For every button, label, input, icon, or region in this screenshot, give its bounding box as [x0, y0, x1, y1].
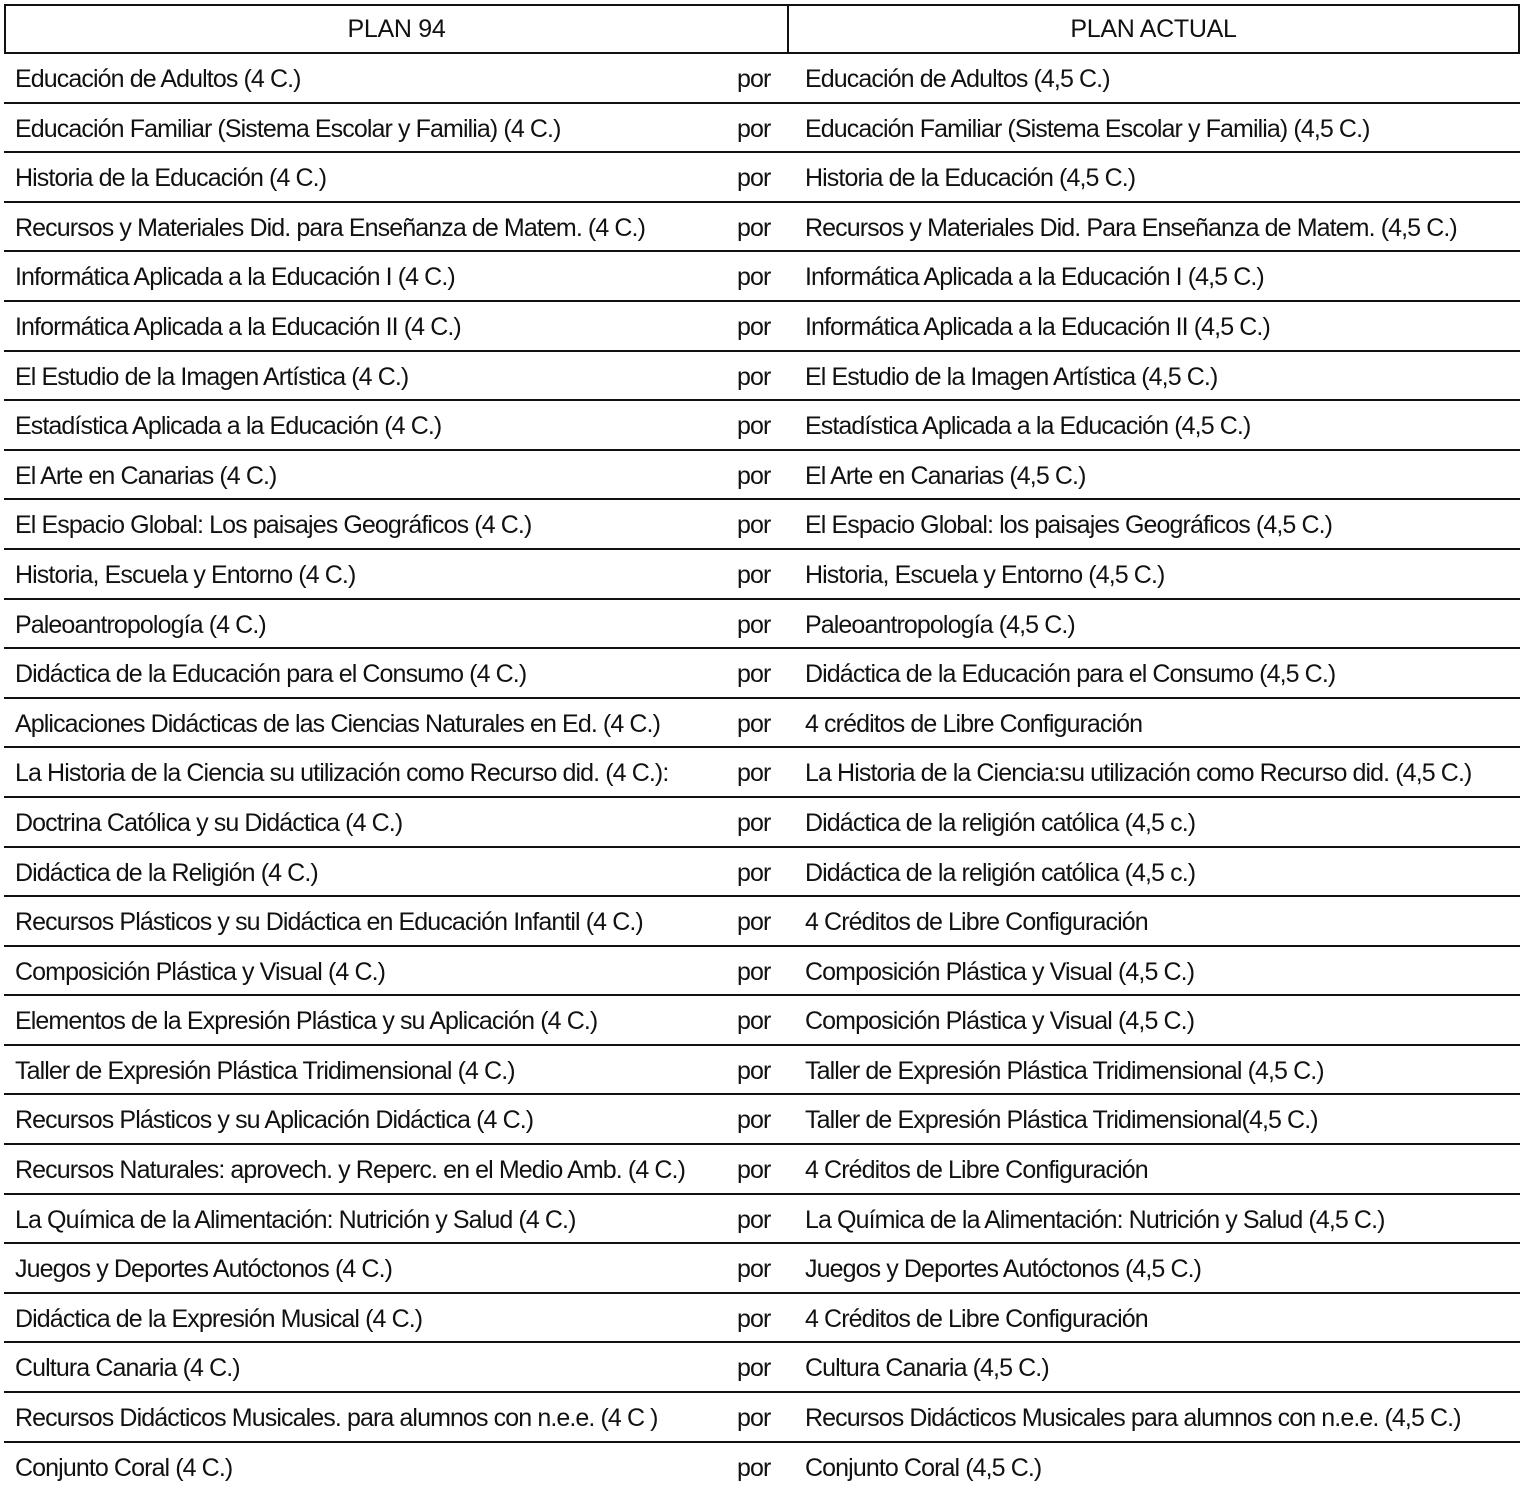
table-row	[4, 947, 1520, 997]
por-connector: por	[737, 858, 771, 887]
por-connector: por	[737, 461, 771, 490]
plan-actual-subject: 4 Créditos de Libre Configuración	[805, 908, 1148, 937]
plan-94-subject: Juegos y Deportes Autóctonos (4 C.)	[15, 1255, 393, 1284]
por-connector: por	[737, 1156, 771, 1185]
plan-94-subject: Recursos Plásticos y su Aplicación Didáctica (4 C.)	[15, 1106, 534, 1135]
table-row	[4, 1443, 1520, 1493]
plan-94-subject: Didáctica de la Religión (4 C.)	[15, 858, 318, 887]
table-row	[4, 54, 1520, 104]
por-connector: por	[737, 1304, 771, 1333]
plan-94-subject: Conjunto Coral (4 C.)	[15, 1453, 233, 1482]
por-connector: por	[737, 1255, 771, 1284]
table-row	[4, 500, 1520, 550]
table-row	[4, 649, 1520, 699]
plan-actual-subject: Paleoantropología (4,5 C.)	[805, 610, 1075, 639]
table-header	[4, 4, 1520, 54]
plan-actual-subject: Taller de Expresión Plástica Tridimensional (4,5 C.)	[805, 1056, 1324, 1085]
plan-actual-subject: 4 Créditos de Libre Configuración	[805, 1304, 1148, 1333]
header-plan-actual: PLAN ACTUAL	[1070, 15, 1237, 43]
por-connector: por	[737, 263, 771, 292]
plan-94-subject: La Historia de la Ciencia su utilización como Recurso did. (4 C.):	[15, 759, 669, 788]
plan-94-subject: Recursos Naturales: aprovech. y Reperc. en el Medio Amb. (4 C.)	[15, 1156, 685, 1185]
table-row	[4, 699, 1520, 749]
plan-94-subject: Cultura Canaria (4 C.)	[15, 1354, 240, 1383]
por-connector: por	[737, 1056, 771, 1085]
table-row	[4, 897, 1520, 947]
table-row	[4, 153, 1520, 203]
table-row	[4, 748, 1520, 798]
por-connector: por	[737, 560, 771, 589]
plan-actual-subject: Juegos y Deportes Autóctonos (4,5 C.)	[805, 1255, 1202, 1284]
table-row	[4, 1195, 1520, 1245]
table-row	[4, 1343, 1520, 1393]
plan-actual-subject: Composición Plástica y Visual (4,5 C.)	[805, 1007, 1195, 1036]
plan-94-subject: Historia, Escuela y Entorno (4 C.)	[15, 560, 356, 589]
plan-94-subject: Educación Familiar (Sistema Escolar y Familia) (4 C.)	[15, 114, 561, 143]
por-connector: por	[737, 1205, 771, 1234]
plan-actual-subject: La Historia de la Ciencia:su utilización como Recurso did. (4,5 C.)	[805, 759, 1472, 788]
por-connector: por	[737, 709, 771, 738]
por-connector: por	[737, 957, 771, 986]
por-connector: por	[737, 808, 771, 837]
plan-actual-subject: Recursos Didácticos Musicales para alumnos con n.e.e. (4,5 C.)	[805, 1404, 1461, 1433]
plan-94-subject: Doctrina Católica y su Didáctica (4 C.)	[15, 808, 403, 837]
por-connector: por	[737, 511, 771, 540]
plan-actual-subject: Cultura Canaria (4,5 C.)	[805, 1354, 1049, 1383]
table-row	[4, 1393, 1520, 1443]
plan-94-subject: Didáctica de la Educación para el Consumo (4 C.)	[15, 660, 527, 689]
table-row	[4, 203, 1520, 253]
plan-actual-subject: Historia de la Educación (4,5 C.)	[805, 164, 1136, 193]
plan-94-subject: La Química de la Alimentación: Nutrición y Salud (4 C.)	[15, 1205, 576, 1234]
table-row	[4, 401, 1520, 451]
plan-94-subject: Historia de la Educación (4 C.)	[15, 164, 327, 193]
por-connector: por	[737, 65, 771, 93]
table-row	[4, 1145, 1520, 1195]
por-connector: por	[737, 1453, 771, 1482]
table-row	[4, 1244, 1520, 1294]
plan-actual-subject: Recursos y Materiales Did. Para Enseñanza de Matem. (4,5 C.)	[805, 213, 1457, 242]
por-connector: por	[737, 114, 771, 143]
plan-94-subject: Informática Aplicada a la Educación II (4 C.)	[15, 312, 461, 341]
plan-actual-subject: Educación Familiar (Sistema Escolar y Familia) (4,5 C.)	[805, 114, 1370, 143]
por-connector: por	[737, 1007, 771, 1036]
table-row	[4, 1095, 1520, 1145]
por-connector: por	[737, 660, 771, 689]
plan-94-subject: Estadística Aplicada a la Educación (4 C.)	[15, 412, 442, 441]
table-row	[4, 848, 1520, 898]
plan-94-subject: Composición Plástica y Visual (4 C.)	[15, 957, 386, 986]
equivalence-table	[4, 4, 1520, 1492]
por-connector: por	[737, 610, 771, 639]
plan-94-subject: Taller de Expresión Plástica Tridimensional (4 C.)	[15, 1056, 515, 1085]
por-connector: por	[737, 362, 771, 391]
table-row	[4, 104, 1520, 154]
plan-94-subject: Recursos y Materiales Did. para Enseñanza de Matem. (4 C.)	[15, 213, 646, 242]
plan-actual-subject: 4 créditos de Libre Configuración	[805, 709, 1143, 738]
por-connector: por	[737, 759, 771, 788]
plan-actual-subject: Estadística Aplicada a la Educación (4,5 C.)	[805, 412, 1251, 441]
por-connector: por	[737, 1354, 771, 1383]
plan-94-subject: Elementos de la Expresión Plástica y su Aplicación (4 C.)	[15, 1007, 598, 1036]
header-plan-94: PLAN 94	[347, 15, 446, 43]
por-connector: por	[737, 1404, 771, 1433]
table-row	[4, 1294, 1520, 1344]
plan-94-subject: Educación de Adultos (4 C.)	[15, 65, 301, 93]
por-connector: por	[737, 213, 771, 242]
plan-actual-subject: Historia, Escuela y Entorno (4,5 C.)	[805, 560, 1165, 589]
plan-actual-subject: Taller de Expresión Plástica Tridimensional(4,5 C.)	[805, 1106, 1318, 1135]
plan-94-subject: Recursos Didácticos Musicales. para alumnos con n.e.e. (4 C )	[15, 1404, 658, 1433]
table-row	[4, 302, 1520, 352]
table-row	[4, 451, 1520, 501]
plan-actual-subject: El Estudio de la Imagen Artística (4,5 C.)	[805, 362, 1218, 391]
plan-actual-subject: 4 Créditos de Libre Configuración	[805, 1156, 1148, 1185]
plan-actual-subject: Conjunto Coral (4,5 C.)	[805, 1453, 1042, 1482]
plan-actual-subject: Didáctica de la Educación para el Consumo (4,5 C.)	[805, 660, 1336, 689]
plan-94-subject: Recursos Plásticos y su Didáctica en Educación Infantil (4 C.)	[15, 908, 643, 937]
por-connector: por	[737, 1106, 771, 1135]
table-row	[4, 352, 1520, 402]
table-row	[4, 600, 1520, 650]
plan-94-subject: Didáctica de la Expresión Musical (4 C.)	[15, 1304, 423, 1333]
plan-actual-subject: Informática Aplicada a la Educación I (4,5 C.)	[805, 263, 1264, 292]
plan-94-subject: Informática Aplicada a la Educación I (4 C.)	[15, 263, 455, 292]
plan-94-subject: Paleoantropología (4 C.)	[15, 610, 266, 639]
table-row	[4, 252, 1520, 302]
por-connector: por	[737, 412, 771, 441]
plan-actual-subject: El Espacio Global: los paisajes Geográficos (4,5 C.)	[805, 511, 1333, 540]
plan-actual-subject: El Arte en Canarias (4,5 C.)	[805, 461, 1086, 490]
plan-actual-subject: Informática Aplicada a la Educación II (4,5 C.)	[805, 312, 1270, 341]
plan-94-subject: El Espacio Global: Los paisajes Geográficos (4 C.)	[15, 511, 532, 540]
plan-94-subject: El Arte en Canarias (4 C.)	[15, 461, 277, 490]
table-row	[4, 798, 1520, 848]
table-row	[4, 996, 1520, 1046]
plan-94-subject: Aplicaciones Didácticas de las Ciencias Naturales en Ed. (4 C.)	[15, 709, 661, 738]
table-row	[4, 1046, 1520, 1096]
por-connector: por	[737, 164, 771, 193]
table-row	[4, 550, 1520, 600]
plan-actual-subject: Didáctica de la religión católica (4,5 c.)	[805, 808, 1196, 837]
plan-actual-subject: Composición Plástica y Visual (4,5 C.)	[805, 957, 1195, 986]
plan-actual-subject: La Química de la Alimentación: Nutrición y Salud (4,5 C.)	[805, 1205, 1385, 1234]
table-body	[4, 54, 1520, 1492]
por-connector: por	[737, 312, 771, 341]
plan-94-subject: El Estudio de la Imagen Artística (4 C.)	[15, 362, 409, 391]
plan-actual-subject: Didáctica de la religión católica (4,5 c.)	[805, 858, 1196, 887]
por-connector: por	[737, 908, 771, 937]
plan-actual-subject: Educación de Adultos (4,5 C.)	[805, 65, 1110, 93]
